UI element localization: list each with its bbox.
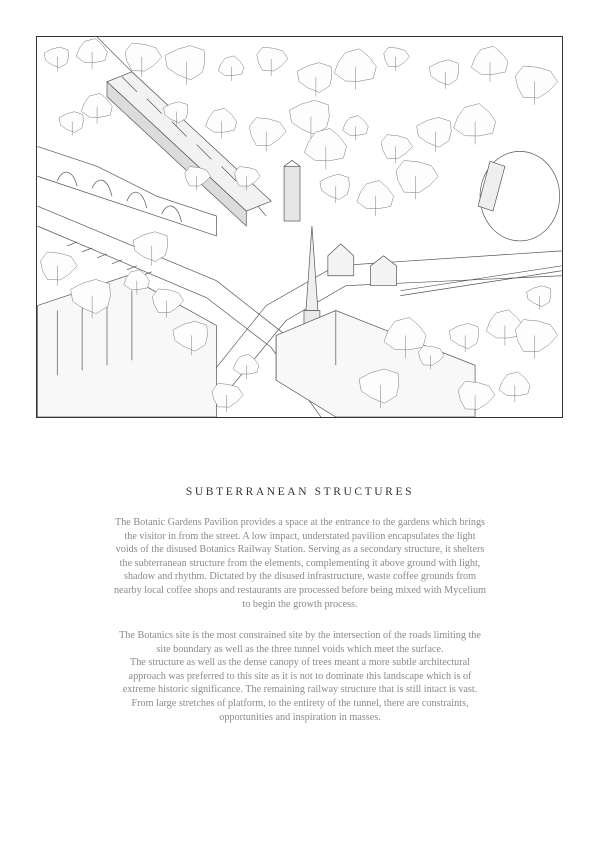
church-spire bbox=[306, 226, 318, 311]
tree-canopy bbox=[40, 252, 77, 280]
tree-canopy bbox=[343, 116, 369, 136]
text-line: From large stretches of platform, to the entirety of the tunnel, there are constraints, bbox=[131, 697, 469, 709]
text-line: nearby local coffee shops and restaurants are processed before being mixed with Mycelium bbox=[113, 584, 487, 596]
tree-canopy bbox=[212, 383, 243, 407]
tree-canopy bbox=[133, 232, 168, 262]
text-line: shadow and rhythm. Dictated by the disused infrastructure, waste coffee grounds from bbox=[123, 571, 477, 583]
tree-canopy bbox=[515, 66, 557, 98]
tree-canopy bbox=[44, 47, 68, 68]
text-line: approach was preferred to this site as it is not to dominate this landscape which is of bbox=[128, 670, 472, 682]
tree-canopy bbox=[384, 317, 426, 349]
tree-canopy bbox=[233, 354, 259, 374]
site-axonometric-drawing bbox=[36, 36, 563, 418]
description-paragraph-2 bbox=[95, 629, 505, 724]
text-line: extreme historic significance. The remaining railway structure that is still intact is vast. bbox=[122, 684, 478, 696]
tree-canopy bbox=[59, 112, 83, 133]
text-line: The Botanic Gardens Pavilion provides a space at the entrance to the gardens which brings bbox=[114, 517, 486, 528]
tree-canopy bbox=[297, 63, 332, 93]
page-title: SUBTERRANEAN STRUCTURES bbox=[185, 486, 415, 498]
tree-canopy bbox=[205, 108, 236, 132]
tower bbox=[284, 166, 300, 221]
tree-canopy bbox=[527, 286, 551, 307]
text-line: to begin the growth process. bbox=[242, 598, 358, 610]
tree-canopy bbox=[249, 118, 286, 146]
tree-canopy bbox=[304, 128, 346, 160]
text-line: opportunities and inspiration in masses. bbox=[219, 711, 381, 723]
text-line: the subterranean structure from the elements, complementing it above ground with light, bbox=[119, 557, 481, 569]
text-line: The structure as well as the dense canopy of trees meant a more subtle architectural bbox=[129, 657, 470, 669]
tree-canopy bbox=[165, 46, 205, 80]
text-line: voids of the disused Botanics Railway Station. Serving as a secondary structure, it shelters bbox=[115, 544, 485, 556]
tree-canopy bbox=[417, 117, 452, 147]
tree-canopy bbox=[471, 46, 508, 74]
text-line: site boundary as well as the three tunnel voids which meet the surface. bbox=[156, 643, 444, 655]
tree-canopy bbox=[429, 60, 458, 85]
tree-canopy bbox=[218, 56, 244, 76]
tree-canopy bbox=[499, 372, 530, 396]
tree-canopy bbox=[396, 160, 438, 192]
tree-canopy bbox=[515, 320, 557, 352]
tree-canopy bbox=[384, 47, 410, 66]
tree-canopy bbox=[458, 381, 495, 409]
pavilion-roof bbox=[107, 72, 271, 211]
text-line: the visitor in from the street. A low impact, understated pavilion encapsulates the light bbox=[124, 530, 476, 542]
tree-canopy bbox=[320, 174, 349, 199]
tree-canopy bbox=[289, 100, 329, 134]
text-line: The Botanics site is the most constrained site by the intersection of the roads limiting the bbox=[119, 630, 481, 641]
building-block-right bbox=[276, 311, 475, 417]
tree-canopy bbox=[334, 49, 376, 81]
tree-canopy bbox=[257, 47, 288, 71]
tree-canopy bbox=[381, 135, 412, 159]
tree-canopy bbox=[449, 323, 478, 348]
tree-canopy bbox=[357, 180, 394, 208]
axonometric-site-drawing-icon bbox=[37, 37, 562, 417]
description-paragraph-1 bbox=[95, 516, 505, 611]
tree-canopy bbox=[454, 104, 496, 136]
tree-canopy bbox=[125, 43, 162, 71]
tree-canopy bbox=[124, 270, 150, 290]
tree-canopy bbox=[235, 167, 261, 186]
